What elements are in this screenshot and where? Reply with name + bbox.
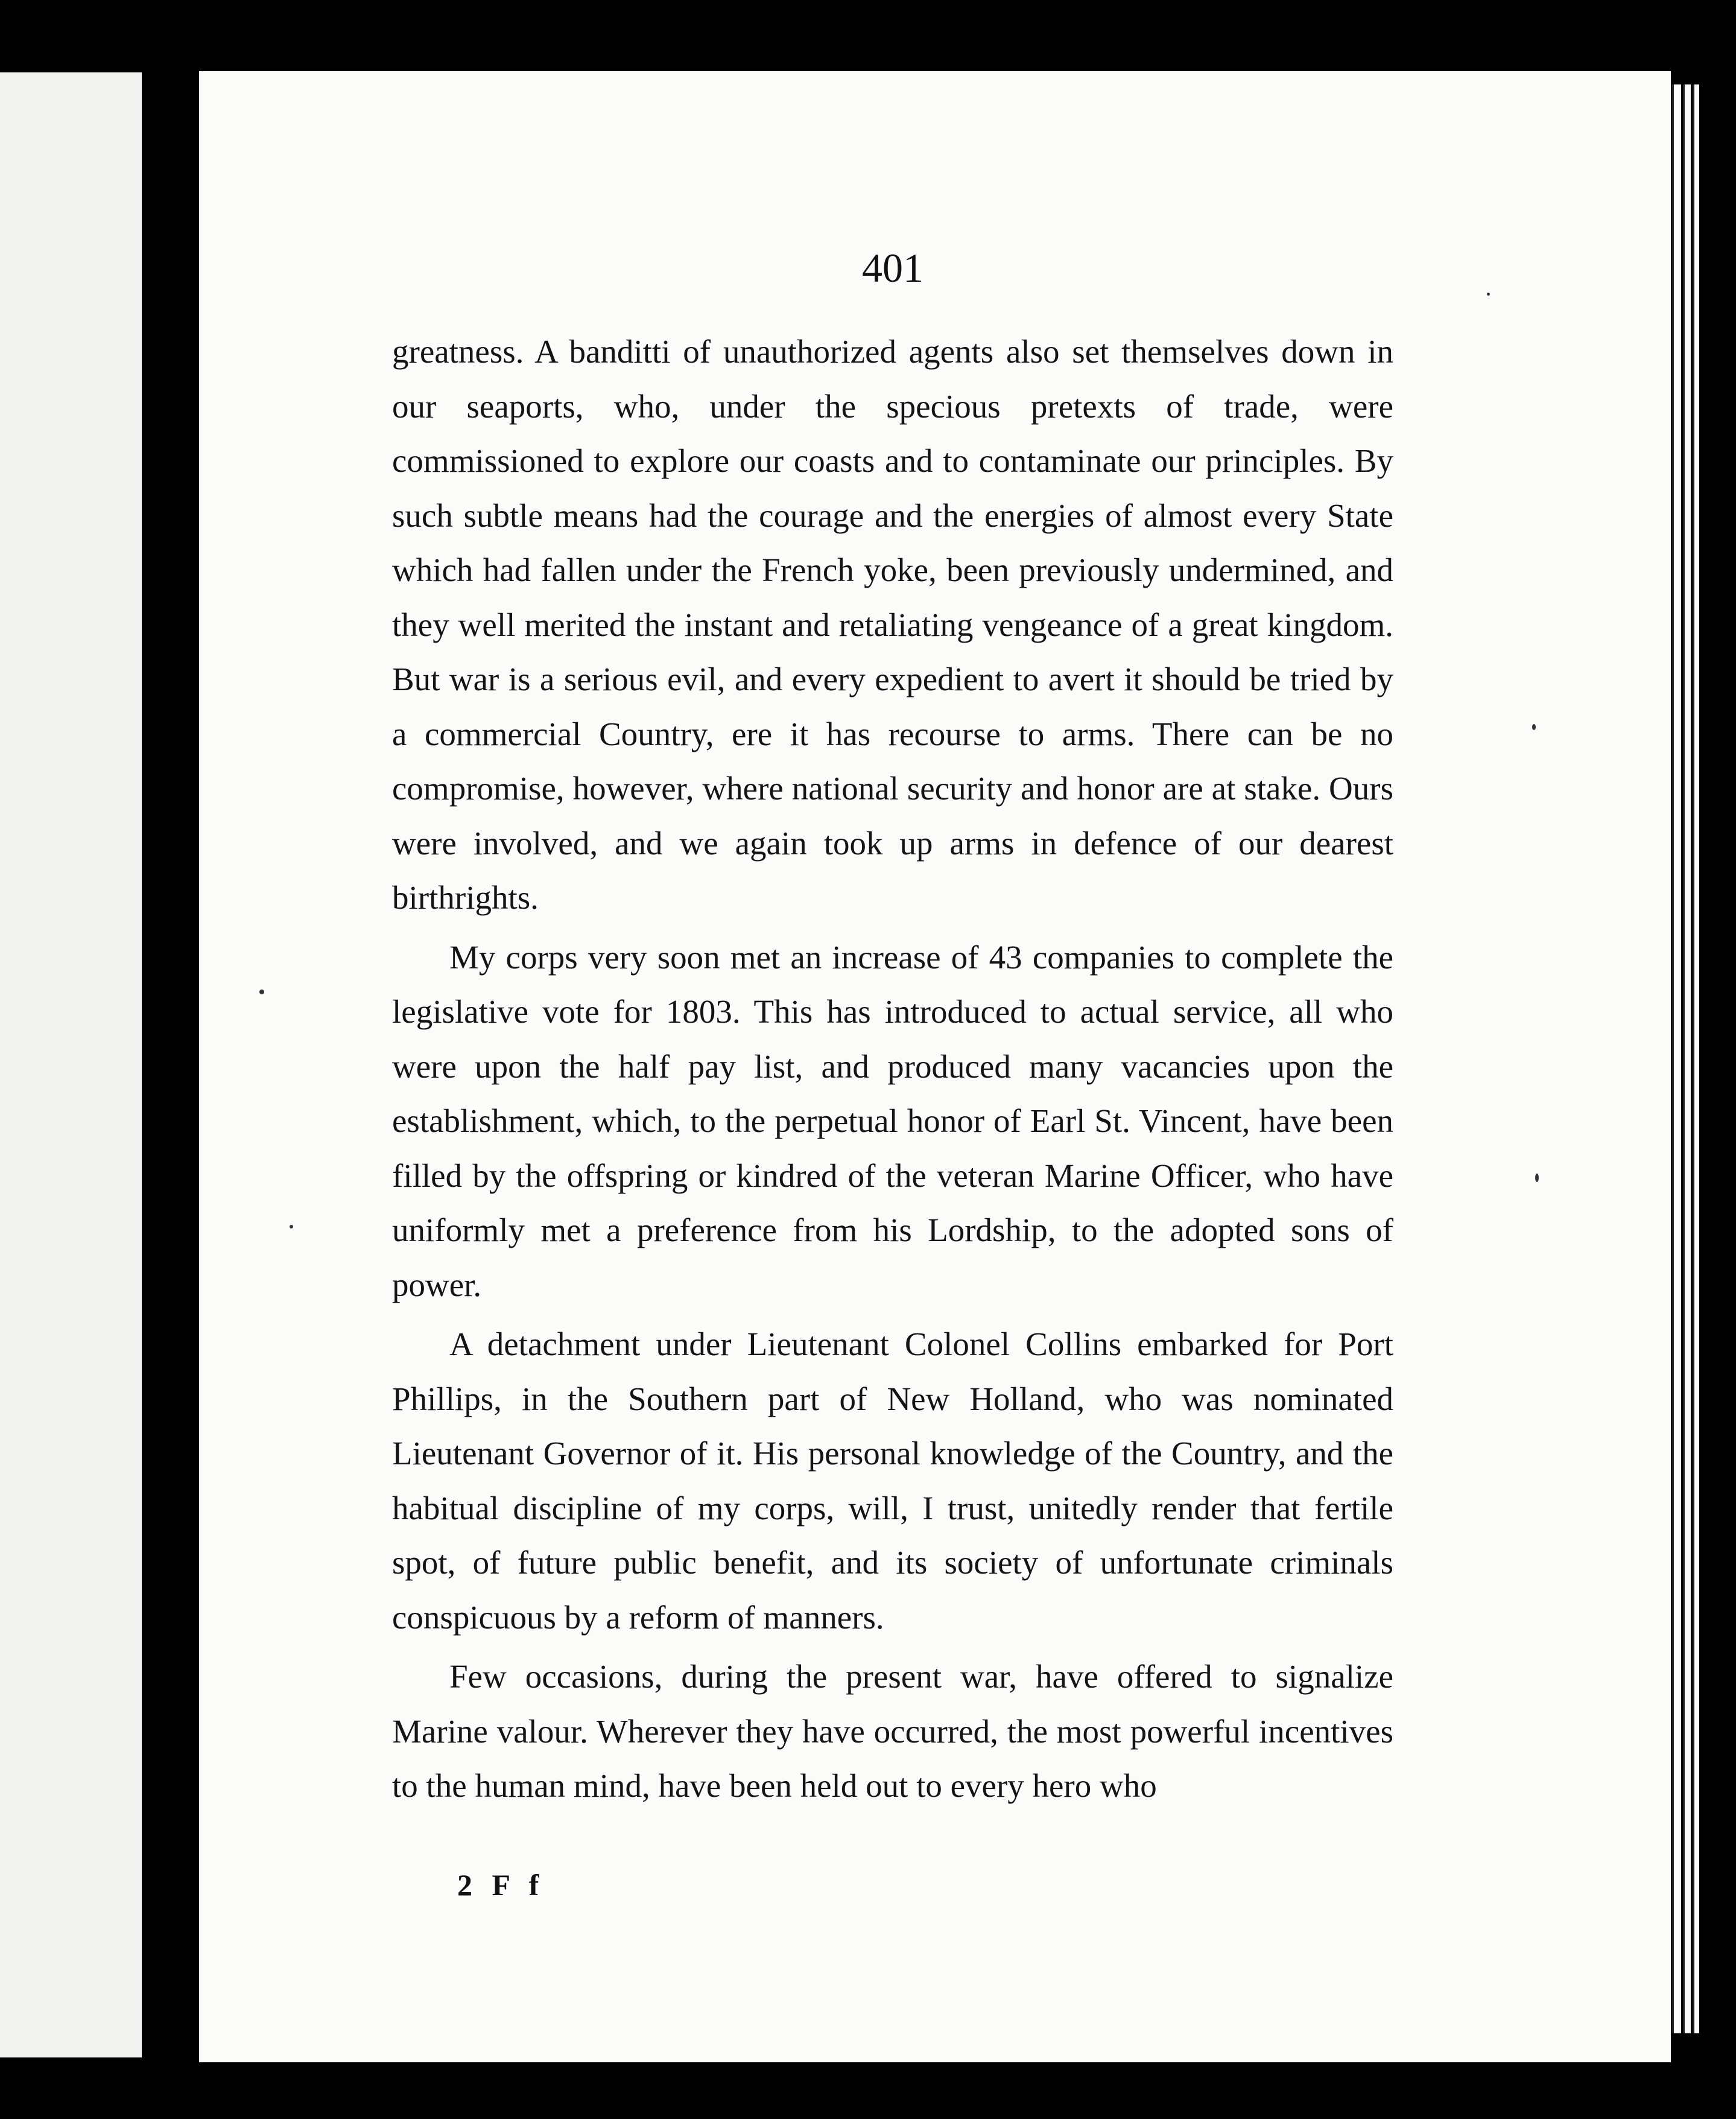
facing-page-edge <box>0 72 145 2057</box>
print-speck <box>290 1225 293 1228</box>
page-edge <box>1672 84 1681 2033</box>
signature-mark: 2 F f <box>457 1868 545 1902</box>
page-edge <box>1683 84 1691 2033</box>
page-number: 401 <box>862 245 923 291</box>
print-speck <box>1535 1174 1539 1182</box>
print-speck <box>259 990 264 994</box>
paragraph: Few occasions, during the present war, have offered to signalize Marine valour. Wherever they have occurred, the most powerful incentives to the human mind, have been held out to every hero who <box>392 1658 1393 1804</box>
paragraph: My corps very soon met an increase of 43 companies to complete the legislative vote for 1803. This has introduced to actual service, all who were upon the half pay list, and produced many vacancies upon the establishment, which, to the perpetual honor of Earl St. Vincent, have been filled by the offspring or kindred of the veteran Marine Officer, who have uniformly met a preference from his Lordship, to the adopted sons of power. <box>392 938 1393 1303</box>
print-speck <box>1532 724 1536 730</box>
page-edge <box>1693 84 1699 2033</box>
paragraph: greatness. A banditti of unauthorized agents also set themselves down in our seaports, who, under the specious pretexts of trade, were commissioned to explore our coasts and to contaminate our principles. By such subtle means had the courage and the energies of almost every State which had fallen under the French yoke, been previously undermined, and they well merited the instant and retaliating vengeance of a great kingdom. But war is a serious evil, and every expedient to avert it should be tried by a commercial Country, ere it has recourse to arms. There can be no compromise, however, where national security and honor are at stake. Ours were involved, and we again took up arms in defence of our dearest birthrights. <box>392 333 1393 916</box>
gutter-shadow <box>142 66 196 2070</box>
body-text <box>392 325 1393 1814</box>
paragraph: A detachment under Lieutenant Colonel Collins embarked for Port Phillips, in the Southern part of New Holland, who was nominated Lieutenant Governor of it. His personal knowledge of the Country, and the habitual discipline of my corps, will, I trust, unitedly render that fertile spot, of future public benefit, and its society of unfortunate criminals conspicuous by a reform of manners. <box>392 1326 1393 1636</box>
print-speck <box>1487 293 1490 296</box>
